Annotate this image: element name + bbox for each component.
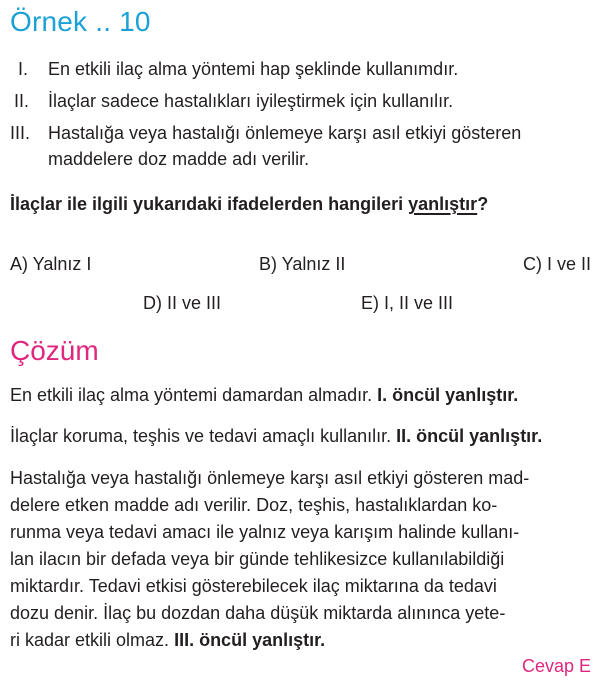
option-b[interactable]: B) Yalnız II [259,254,346,274]
option-a[interactable]: A) Yalnız I [10,254,92,274]
statement-2-number: II. [14,91,30,111]
solution-p1-text: En etkili ilaç alma yöntemi damardan almadır. [10,385,378,405]
statement-3-text-line-1: Hastalığa veya hastalığı önlemeye karşı asıl etkiyi gösteren [48,123,522,143]
solution-p3-line-1: Hastalığa veya hastalığı önlemeye karşı asıl etkiyi gösteren mad- [10,468,530,488]
option-e[interactable]: E) I, II ve III [361,293,454,313]
question [10,192,488,217]
solution-p2-text: İlaçlar koruma, teşhis ve tedavi amaçlı kullanılır. [10,426,397,446]
statement-1-text: En etkili ilaç alma yöntemi hap şeklinde kullanımdır. [48,59,459,79]
solution-p3-line-4: lan ilacın bir defada veya bir günde tehlikesizce kullanılabildiği [10,549,505,569]
solution-p3-last-text: ri kadar etkili olmaz. [10,630,175,650]
solution-paragraph-1 [10,383,518,408]
solution-p3-line-2: delere etken madde adı verilir. Doz, teşhis, hastalıklardan ko- [10,495,498,515]
statement-2-text: İlaçlar sadece hastalıkları iyileştirmek için kullanılır. [48,91,454,111]
solution-p3-line-7 [10,627,325,654]
option-d[interactable]: D) II ve III [143,293,222,313]
option-c[interactable]: C) I ve II [522,254,591,274]
solution-p1-bold: I. öncül yanlıştır. [377,385,519,405]
statement-1-number: I. [18,59,29,79]
solution-p3-line-5: miktardır. Tedavi etkisi gösterebilecek ilaç miktarına da tedavi [10,576,497,596]
question-text: İlaçlar ile ilgili yukarıdaki ifadelerden hangileri [10,194,409,214]
statement-3-number: III. [10,123,31,143]
solution-title: Çözüm [10,335,99,366]
solution-p3-last-bold: III. öncül yanlıştır. [174,630,326,650]
solution-p3-line-3: runma veya tedavi amacı ile yalnız veya karışım halinde kullanı- [10,522,520,542]
solution-p2-bold: II. öncül yanlıştır. [396,426,543,446]
solution-p3-line-6: dozu denir. İlaç bu dozdan daha düşük miktarda alınınca yete- [10,603,506,623]
statement-3-text-line-2: maddelere doz madde adı verilir. [48,149,310,169]
question-mark: ? [477,194,489,214]
question-emphasis: yanlıştır [408,194,478,214]
solution-paragraph-2 [10,424,542,449]
answer-label: Cevap E [521,656,591,676]
example-title: Örnek .. 10 [10,6,151,37]
